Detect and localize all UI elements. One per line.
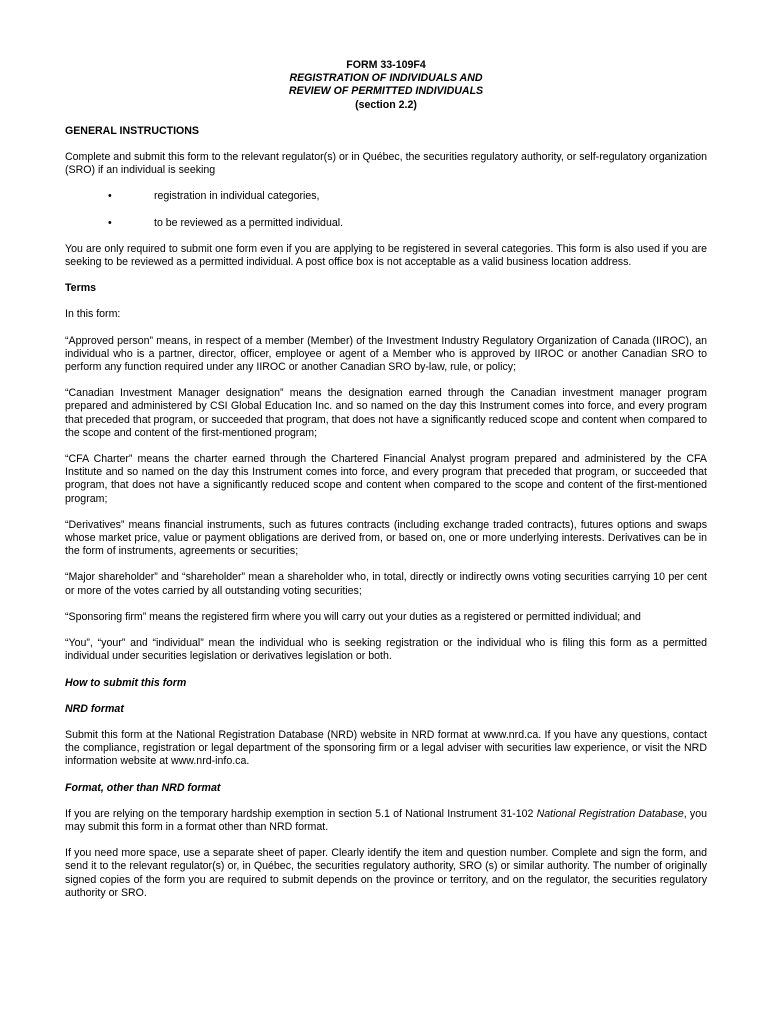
- seeking-list: [65, 190, 707, 229]
- bullet-icon: •: [108, 190, 112, 203]
- list-item: [65, 190, 707, 203]
- hardship-text-start: If you are relying on the temporary hardship exemption in section 5.1 of National Instrument 31-102: [65, 807, 537, 820]
- definition-cfa-charter: “CFA Charter” means the charter earned through the Chartered Financial Analyst program prepared and administered by the CFA Institute and so named on the day this Instrument comes into force, and every program that preceded that program, or succeeded that program, that does not have a significantly reduced scope and content when compared to the scope and content of the first-mentioned program;: [65, 453, 707, 505]
- list-item-text: to be reviewed as a permitted individual.: [154, 216, 344, 229]
- form-title-line-2: REVIEW OF PERMITTED INDIVIDUALS: [288, 85, 484, 98]
- hardship-text-end: , you may submit this form in a format other than NRD format.: [65, 807, 707, 833]
- general-instructions-heading: GENERAL INSTRUCTIONS: [65, 124, 199, 137]
- bullet-icon: •: [108, 216, 112, 229]
- terms-intro: In this form:: [65, 308, 121, 321]
- form-title-line-1: REGISTRATION OF INDIVIDUALS AND: [289, 72, 483, 85]
- other-format-heading: Format, other than NRD format: [65, 781, 221, 794]
- form-section-ref: (section 2.2): [355, 98, 417, 111]
- nrd-format-paragraph: Submit this form at the National Registration Database (NRD) website in NRD format at www.nrd.ca. If you have any questions, contact the compliance, registration or legal department of the sponsoring firm or a legal adviser with securities law experience, or visit the NRD information website at www.nrd-info.ca.: [65, 728, 707, 768]
- how-to-submit-heading: How to submit this form: [65, 676, 187, 689]
- definition-approved-person: “Approved person” means, in respect of a member (Member) of the Investment Industry Regulatory Organization of Canada (IIROC), an individual who is a partner, director, officer, employee or agent of a Member who is approved by IIROC or another Canadian SRO to perform any function required under any IIROC or another Canadian SRO by-law, rule, or policy;: [65, 334, 707, 374]
- nrd-format-heading: NRD format: [65, 702, 124, 715]
- form-number: FORM 33-109F4: [346, 59, 426, 71]
- definition-you: “You”, “your” and “individual” mean the individual who is seeking registration or the individual who is filing this form as a permitted individual under securities legislation or derivatives legislation or both.: [65, 637, 707, 663]
- definition-sponsoring-firm: “Sponsoring firm” means the registered firm where you will carry out your duties as a registered or permitted individual; and: [65, 610, 641, 623]
- general-intro-paragraph: Complete and submit this form to the relevant regulator(s) or in Québec, the securities regulatory authority, or self-regulatory organization (SRO) if an individual is seeking: [65, 151, 707, 177]
- hardship-exemption-paragraph: [65, 808, 707, 834]
- instrument-title: National Registration Database: [536, 807, 684, 820]
- more-space-paragraph: If you need more space, use a separate sheet of paper. Clearly identify the item and question number. Complete and sign the form, and send it to the relevant regulator(s) or, in Québec, the securities regulatory authority, SRO (s) or similar authority. The number of originally signed copies of the form you are required to submit depends on the province or territory, and on the regulator, the securities regulatory authority or SRO.: [65, 847, 707, 899]
- document-page: [65, 59, 707, 900]
- form-title-block: [65, 59, 707, 112]
- list-item: [65, 217, 707, 230]
- definition-cim-designation: “Canadian Investment Manager designation” means the designation earned through the Canadian investment manager program prepared and administered by CSI Global Education Inc. and so named on the day this Instrument comes into force, and every program that preceded that program, or succeeded that program, that does not have a significantly reduced scope and content when compared to the scope and content of the first-mentioned program;: [65, 387, 707, 439]
- definition-derivatives: “Derivatives” means financial instruments, such as futures contracts (including exchange traded contracts), futures options and swaps whose market price, value or payment obligations are derived from, or based on, one or more underlying interests. Derivatives can be in the form of instruments, agreements or securities;: [65, 518, 707, 558]
- list-item-text: registration in individual categories,: [154, 190, 320, 203]
- terms-heading: Terms: [65, 282, 97, 295]
- single-form-note: You are only required to submit one form even if you are applying to be registered in several categories. This form is also used if you are seeking to be reviewed as a permitted individual. A post office box is not acceptable as a valid business location address.: [65, 242, 707, 269]
- definition-major-shareholder: “Major shareholder” and “shareholder” mean a shareholder who, in total, directly or indirectly owns voting securities carrying 10 per cent or more of the votes carried by all outstanding voting securities;: [65, 571, 707, 597]
